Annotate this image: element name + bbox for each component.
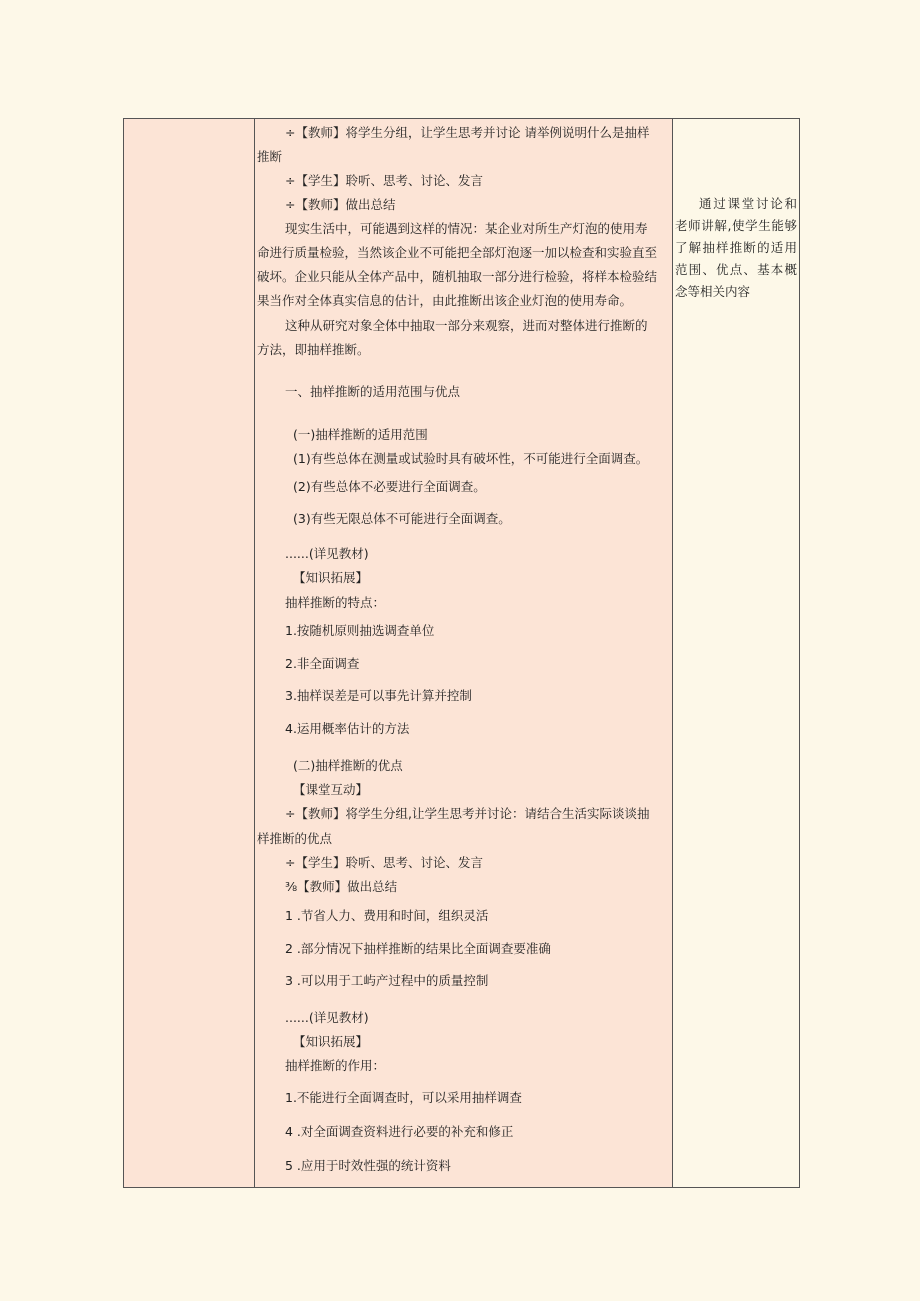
text-line: 1.不能进行全面调查时，可以采用抽样调查 [285,1090,522,1105]
text-line: ......(详见教材) [285,1010,369,1025]
text-line: 【知识拓展】 [293,570,369,585]
text-line: ......(详见教材) [285,546,369,561]
text-line: 3 .可以用于工屿产过程中的质量控制 [285,973,489,988]
section-heading: 一、抽样推断的适用范围与优点 [285,384,461,399]
text-line: 4 .对全面调查资料进行必要的补充和修正 [285,1124,514,1139]
text-line: ÷【学生】聆听、思考、讨论、发言 [285,173,483,188]
text-line: 样推断的优点 [257,831,333,846]
text-line: 【知识拓展】 [293,1034,369,1049]
text-line: 抽样推断的作用： [285,1058,386,1073]
text-line: 方法，即抽样推断。 [257,342,370,357]
text-line: 破坏。企业只能从全体产品中，随机抽取一部分进行检验，将样本检验结 [257,269,658,284]
design-intent-cell [673,119,800,1188]
text-line: 这种从研究对象全体中抽取一部分来观察，进而对整体进行推断的 [285,318,648,333]
text-line: (1)有些总体在测量或试验时具有破坏性，不可能进行全面调查。 [293,451,649,466]
text-line: (2)有些总体不必要进行全面调查。 [293,479,486,494]
text-line: ÷【教师】将学生分组,让学生思考并讨论：请结合生活实际谈谈抽 [285,806,650,821]
text-line: 推断 [257,149,283,164]
text-line: ⅜【教师】做出总结 [285,879,398,894]
text-line: 果当作对全体真实信息的估计，由此推断出该企业灯泡的使用寿命。 [257,293,633,308]
text-line: 1 .节省人力、费用和时间，组织灵活 [285,908,489,923]
text-line: (3)有些无限总体不可能进行全面调查。 [293,511,511,526]
text-line: 抽样推断的特点： [285,595,386,610]
teaching-content [255,119,672,1187]
left-empty-cell [124,119,255,1188]
text-line: 2.非全面调查 [285,656,360,671]
lesson-table [123,118,800,1188]
design-intent-note: 通过课堂讨论和老师讲解,使学生能够了解抽样推断的适用范围、优点、基本概念等相关内容 [675,196,797,299]
text-line: 命进行质量检验，当然该企业不可能把全部灯泡逐一加以检查和实验直至 [257,245,658,260]
subsection-heading: (一)抽样推断的适用范围 [293,427,428,442]
text-line: ÷【学生】聆听、思考、讨论、发言 [285,855,483,870]
teaching-content-cell [255,119,673,1188]
text-line: 1.按随机原则抽选调查单位 [285,623,435,638]
table-row [124,119,800,1188]
text-line: ÷【教师】做出总结 [285,197,396,212]
text-line: ÷【教师】将学生分组，让学生思考并讨论 请举例说明什么是抽样 [285,125,650,140]
text-line: 2 .部分情况下抽样推断的结果比全面调查要准确 [285,941,551,956]
text-line: 【课堂互动】 [293,782,369,797]
text-line: 3.抽样误差是可以事先计算并控制 [285,688,472,703]
subsection-heading: (二)抽样推断的优点 [293,758,403,773]
text-line: 5 .应用于时效性强的统计资料 [285,1158,451,1173]
text-line: 现实生活中，可能遇到这样的情况：某企业对所生产灯泡的使用寿 [285,221,648,236]
text-line: 4.运用概率估计的方法 [285,721,410,736]
